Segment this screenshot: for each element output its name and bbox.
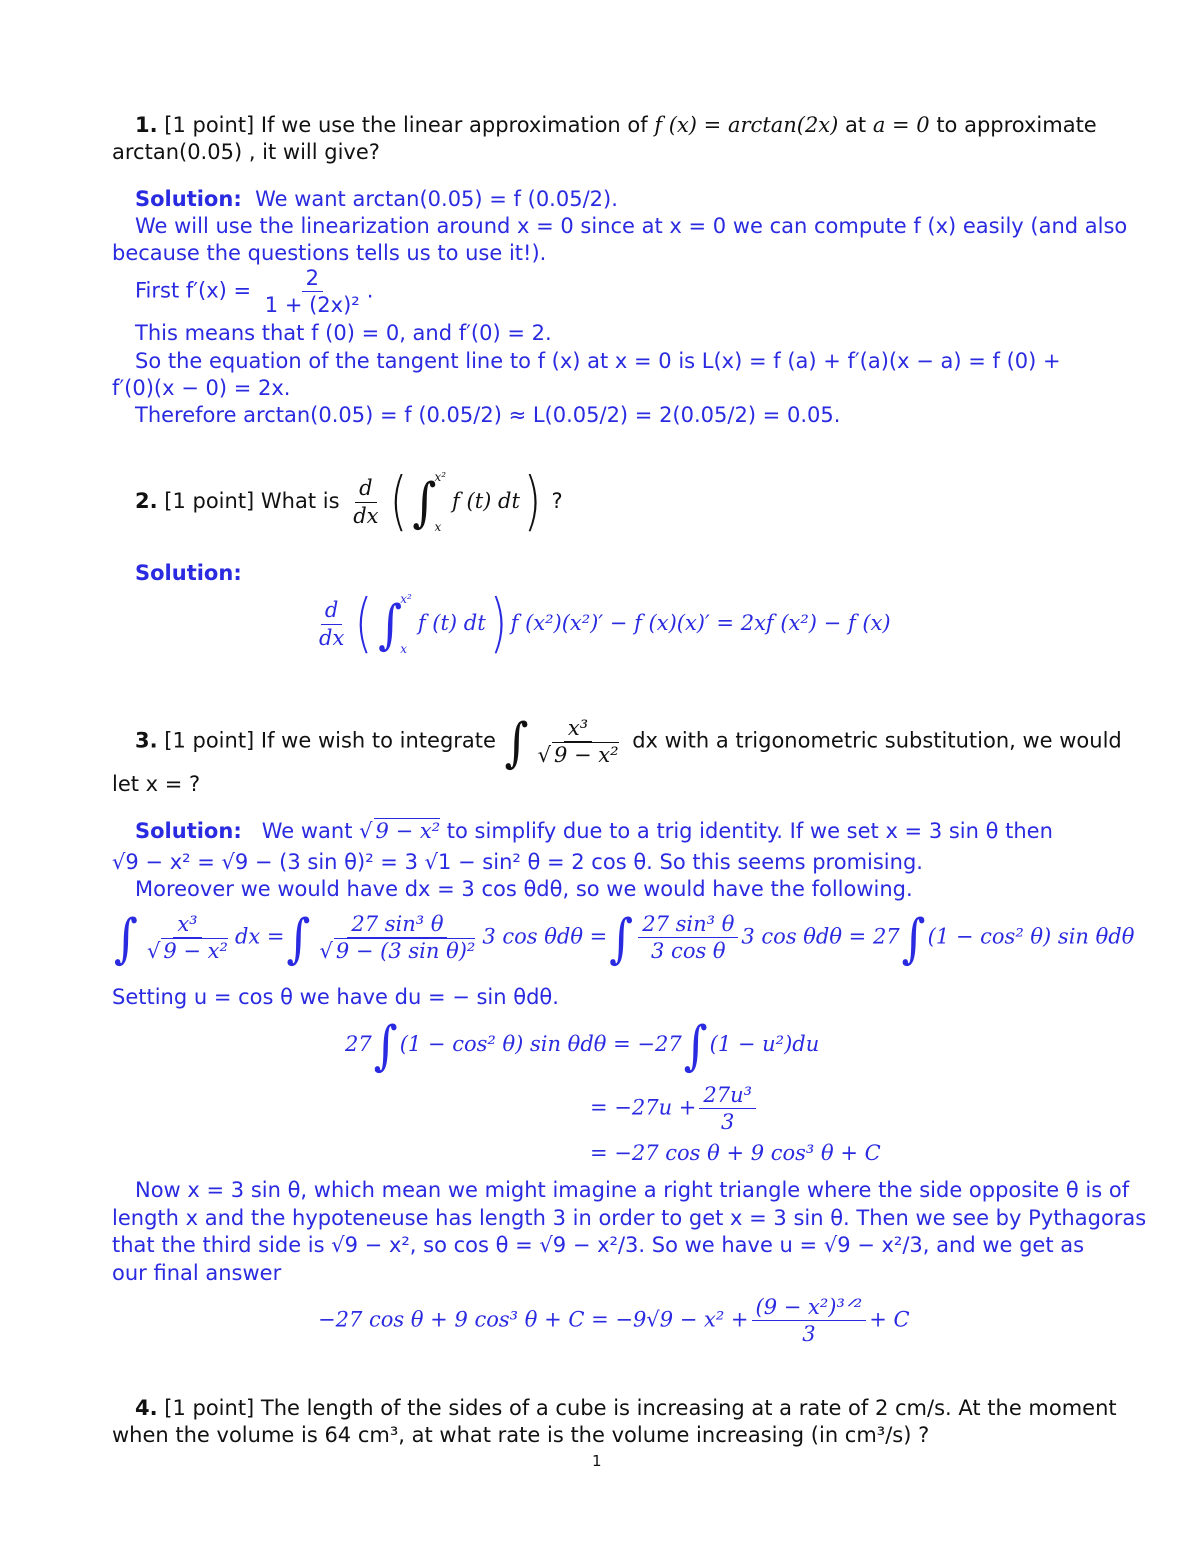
q3-final-frac	[752, 1295, 867, 1346]
q2-solution-equation	[312, 587, 891, 661]
q3-final-answer	[318, 1295, 910, 1346]
q4-line1	[135, 1395, 1117, 1422]
q1-text-c: to approximate	[929, 113, 1097, 137]
q3-eq1-f2d-wrap: √ 9 − (3 sin θ)²	[319, 939, 476, 964]
q1-frac-denominator: 1 + (2x)²	[264, 293, 360, 318]
q1-a: a = 0	[872, 113, 930, 137]
q3-eq1-int4: ∫	[901, 906, 926, 969]
q1-solution-7: f′(0)(x − 0) = 2x.	[112, 376, 291, 400]
q3-integrand-radicand: 9 − x²	[553, 743, 619, 768]
q2-right-paren: )	[523, 465, 542, 539]
q3-integrand-fraction	[534, 716, 623, 767]
q3-eq1-dx: dx =	[234, 924, 285, 949]
q1-text-a: [1 point] If we use the linear approximation of	[157, 113, 655, 137]
q3-s1a: We want	[261, 819, 360, 843]
q3-eq1-frac3	[638, 912, 738, 963]
q2-upper-limit: x²	[434, 470, 447, 484]
q3-eq1-frac1	[143, 912, 232, 963]
q1-solution-label: Solution:	[135, 187, 242, 211]
q3-eq1-f1n: x³	[173, 912, 201, 938]
q2-sol-integrand: f (t) dt	[417, 611, 486, 635]
page-number: 1	[592, 1452, 602, 1470]
q3-solution-7: that the third side is √9 − x², so cos θ = √9 − x²/3. So we have u = √9 − x²/3, and we get as	[112, 1233, 1085, 1257]
q3-text-b: dx with a trigonometric substitution, we would	[625, 728, 1122, 753]
q2-sol-right-paren: )	[489, 587, 507, 661]
q1-frac-numerator: 2	[302, 266, 323, 292]
q3-equation-4: = −27 cos θ + 9 cos³ θ + C	[590, 1141, 881, 1165]
q3-eq1-mid: 3 cos θdθ =	[482, 924, 608, 949]
q3-final-a: −27 cos θ + 9 cos³ θ + C = −9√9 − x² +	[318, 1307, 749, 1332]
q3-line2: let x = ?	[112, 772, 201, 796]
q3-eq1-int2: ∫	[286, 906, 311, 969]
q1-number: 1.	[135, 113, 158, 137]
q3-eq3-d: 3	[721, 1110, 735, 1135]
q4-line2: when the volume is 64 cm³, at what rate is the volume increasing (in cm³/s) ?	[112, 1423, 930, 1447]
q1-solution-3: because the questions tells us to use it!).	[112, 241, 547, 265]
q3-s2: 9 − x² = √9 − (3 sin θ)² = 3 √1 − sin² θ = 2 cos θ. So this seems promising.	[125, 850, 923, 874]
q2-sol-dx: dx	[319, 625, 345, 650]
q2-line	[135, 465, 563, 539]
q3-eq2-b: (1 − u²)du	[709, 1032, 820, 1056]
q3-solution-2: √9 − x² = √9 − (3 sin θ)² = 3 √1 − sin² θ = 2 cos θ. So this seems promising.	[112, 850, 923, 874]
q3-equation-2	[345, 1013, 820, 1077]
q1-sol-1-text: We want arctan(0.05) = f (0.05/2).	[255, 187, 618, 211]
q3-final-b: + C	[869, 1307, 910, 1332]
q3-eq1-int1: ∫	[114, 906, 138, 969]
q3-final-n: (9 − x²)³ᐟ²	[752, 1295, 867, 1321]
q3-eq1-f1d-wrap: √ 9 − x²	[146, 939, 228, 964]
q3-eq3-a: = −27u +	[590, 1095, 697, 1120]
q2-sol-d: d	[321, 598, 342, 624]
q1-solution-5: This means that f (0) = 0, and f′(0) = 2.	[135, 321, 552, 345]
q3-integrand-denominator: √ 9 − x²	[537, 743, 619, 768]
q3-eq1-tail: (1 − cos² θ) sin θdθ	[927, 924, 1135, 949]
q4-number: 4.	[135, 1396, 158, 1420]
q1-line1	[135, 112, 1097, 139]
q3-eq2-l: 27	[345, 1032, 372, 1056]
q3-eq3-frac	[699, 1083, 756, 1134]
q3-eq1-int3: ∫	[609, 906, 634, 969]
q3-solution-3: Moreover we would have dx = 3 cos θdθ, so we would have the following.	[135, 877, 913, 901]
q3-equation-1	[112, 906, 1135, 969]
q3-solution-5: Now x = 3 sin θ, which mean we might imagine a right triangle where the side opposite θ is of	[135, 1178, 1130, 1202]
q3-eq3-n: 27u³	[699, 1083, 756, 1109]
q3-eq2-int1: ∫	[373, 1013, 398, 1077]
q2-dx: dx	[353, 503, 379, 528]
q3-final-d: 3	[802, 1322, 816, 1347]
q3-equation-3	[590, 1083, 759, 1134]
q2-sol-upper-limit: x²	[400, 592, 412, 606]
q3-solution-6: length x and the hypoteneuse has length 3 in order to get x = 3 sin θ. Then we see by Pythagoras	[112, 1206, 1147, 1230]
q1-line2: arctan(0.05) , it will give?	[112, 140, 380, 164]
q3-eq2-int2: ∫	[683, 1013, 708, 1077]
q3-integral-sign: ∫	[504, 710, 529, 773]
q4-text-1: [1 point] The length of the sides of a cube is increasing at a rate of 2 cm/s. At the moment	[157, 1396, 1117, 1420]
q1-first-text: First f′(x) =	[135, 278, 258, 303]
q3-eq1-f3n: 27 sin³ θ	[638, 912, 738, 938]
q1-derivative-fraction	[261, 266, 364, 317]
q3-solution-1: Solution: We want √ 9 − x² to simplify due to a trig identity. If we set x = 3 sin θ then	[135, 819, 1053, 843]
q3-eq1-f2n: 27 sin³ θ	[347, 912, 447, 938]
q3-eq1-f2d: 9 − (3 sin θ)²	[335, 939, 476, 964]
q3-eq1-frac2	[315, 912, 479, 963]
q1-function: f (x) = arctan(2x)	[654, 113, 839, 137]
q3-integrand-numerator: x³	[564, 716, 592, 742]
q1-solution-4: First f′(x) = $\frac{2}{\text{1 + (2x)²}}$ .	[135, 266, 374, 318]
q1-solution-8: Therefore arctan(0.05) = f (0.05/2) ≈ L(0.05/2) = 2(0.05/2) = 0.05.	[135, 403, 841, 427]
q2-sol-integral-sign: ∫	[378, 592, 403, 656]
q1-text-b: at	[838, 113, 873, 137]
q2-lower-limit: x	[434, 520, 442, 534]
q3-s1c: to simplify due to a trig identity. If we set x = 3 sin θ then	[440, 819, 1053, 843]
q2-text: [1 point] What is	[157, 489, 347, 513]
q3-eq2-a: (1 − cos² θ) sin θdθ = −27	[399, 1032, 682, 1056]
q2-d-dx	[349, 476, 382, 527]
q3-solution-label: Solution:	[135, 819, 242, 843]
q3-eq1-f3d: 3 cos θ	[651, 939, 726, 964]
q2-integrand: f (t) dt	[452, 489, 520, 513]
q1-solution-6: So the equation of the tangent line to f (x) at x = 0 is L(x) = f (a) + f′(a)(x − a) = f (0) +	[135, 349, 1061, 373]
q2-number: 2.	[135, 489, 158, 513]
q3-solution-4: Setting u = cos θ we have du = − sin θdθ.	[112, 985, 559, 1009]
q3-line1	[135, 710, 1122, 773]
q2-sol-lower-limit: x	[400, 642, 408, 656]
q1-solution-1	[135, 186, 618, 213]
q3-text-a: [1 point] If we wish to integrate	[157, 728, 503, 753]
q3-s1b: 9 − x²	[375, 819, 441, 843]
q2-solution-label: Solution:	[135, 561, 242, 585]
q2-integral-sign: ∫	[412, 470, 437, 534]
q1-solution-2: We will use the linearization around x = 0 since at x = 0 we can compute f (x) easily (and also	[135, 214, 1128, 238]
q3-eq1-f1d: 9 − x²	[163, 939, 228, 964]
q2-d: d	[355, 476, 376, 502]
q2-sol-left-paren: (	[355, 587, 373, 661]
q2-sol-d-dx	[315, 598, 348, 649]
q3-solution-8: our final answer	[112, 1261, 282, 1285]
q3-number: 3.	[135, 728, 158, 753]
q2-question-mark: ?	[551, 489, 563, 513]
q3-eq1-end: 3 cos θdθ = 27	[741, 924, 900, 949]
q2-left-paren: (	[389, 465, 407, 539]
q2-sol-result: f (x²)(x²)′ − f (x)(x)′ = 2xf (x²) − f (x)	[510, 611, 891, 635]
